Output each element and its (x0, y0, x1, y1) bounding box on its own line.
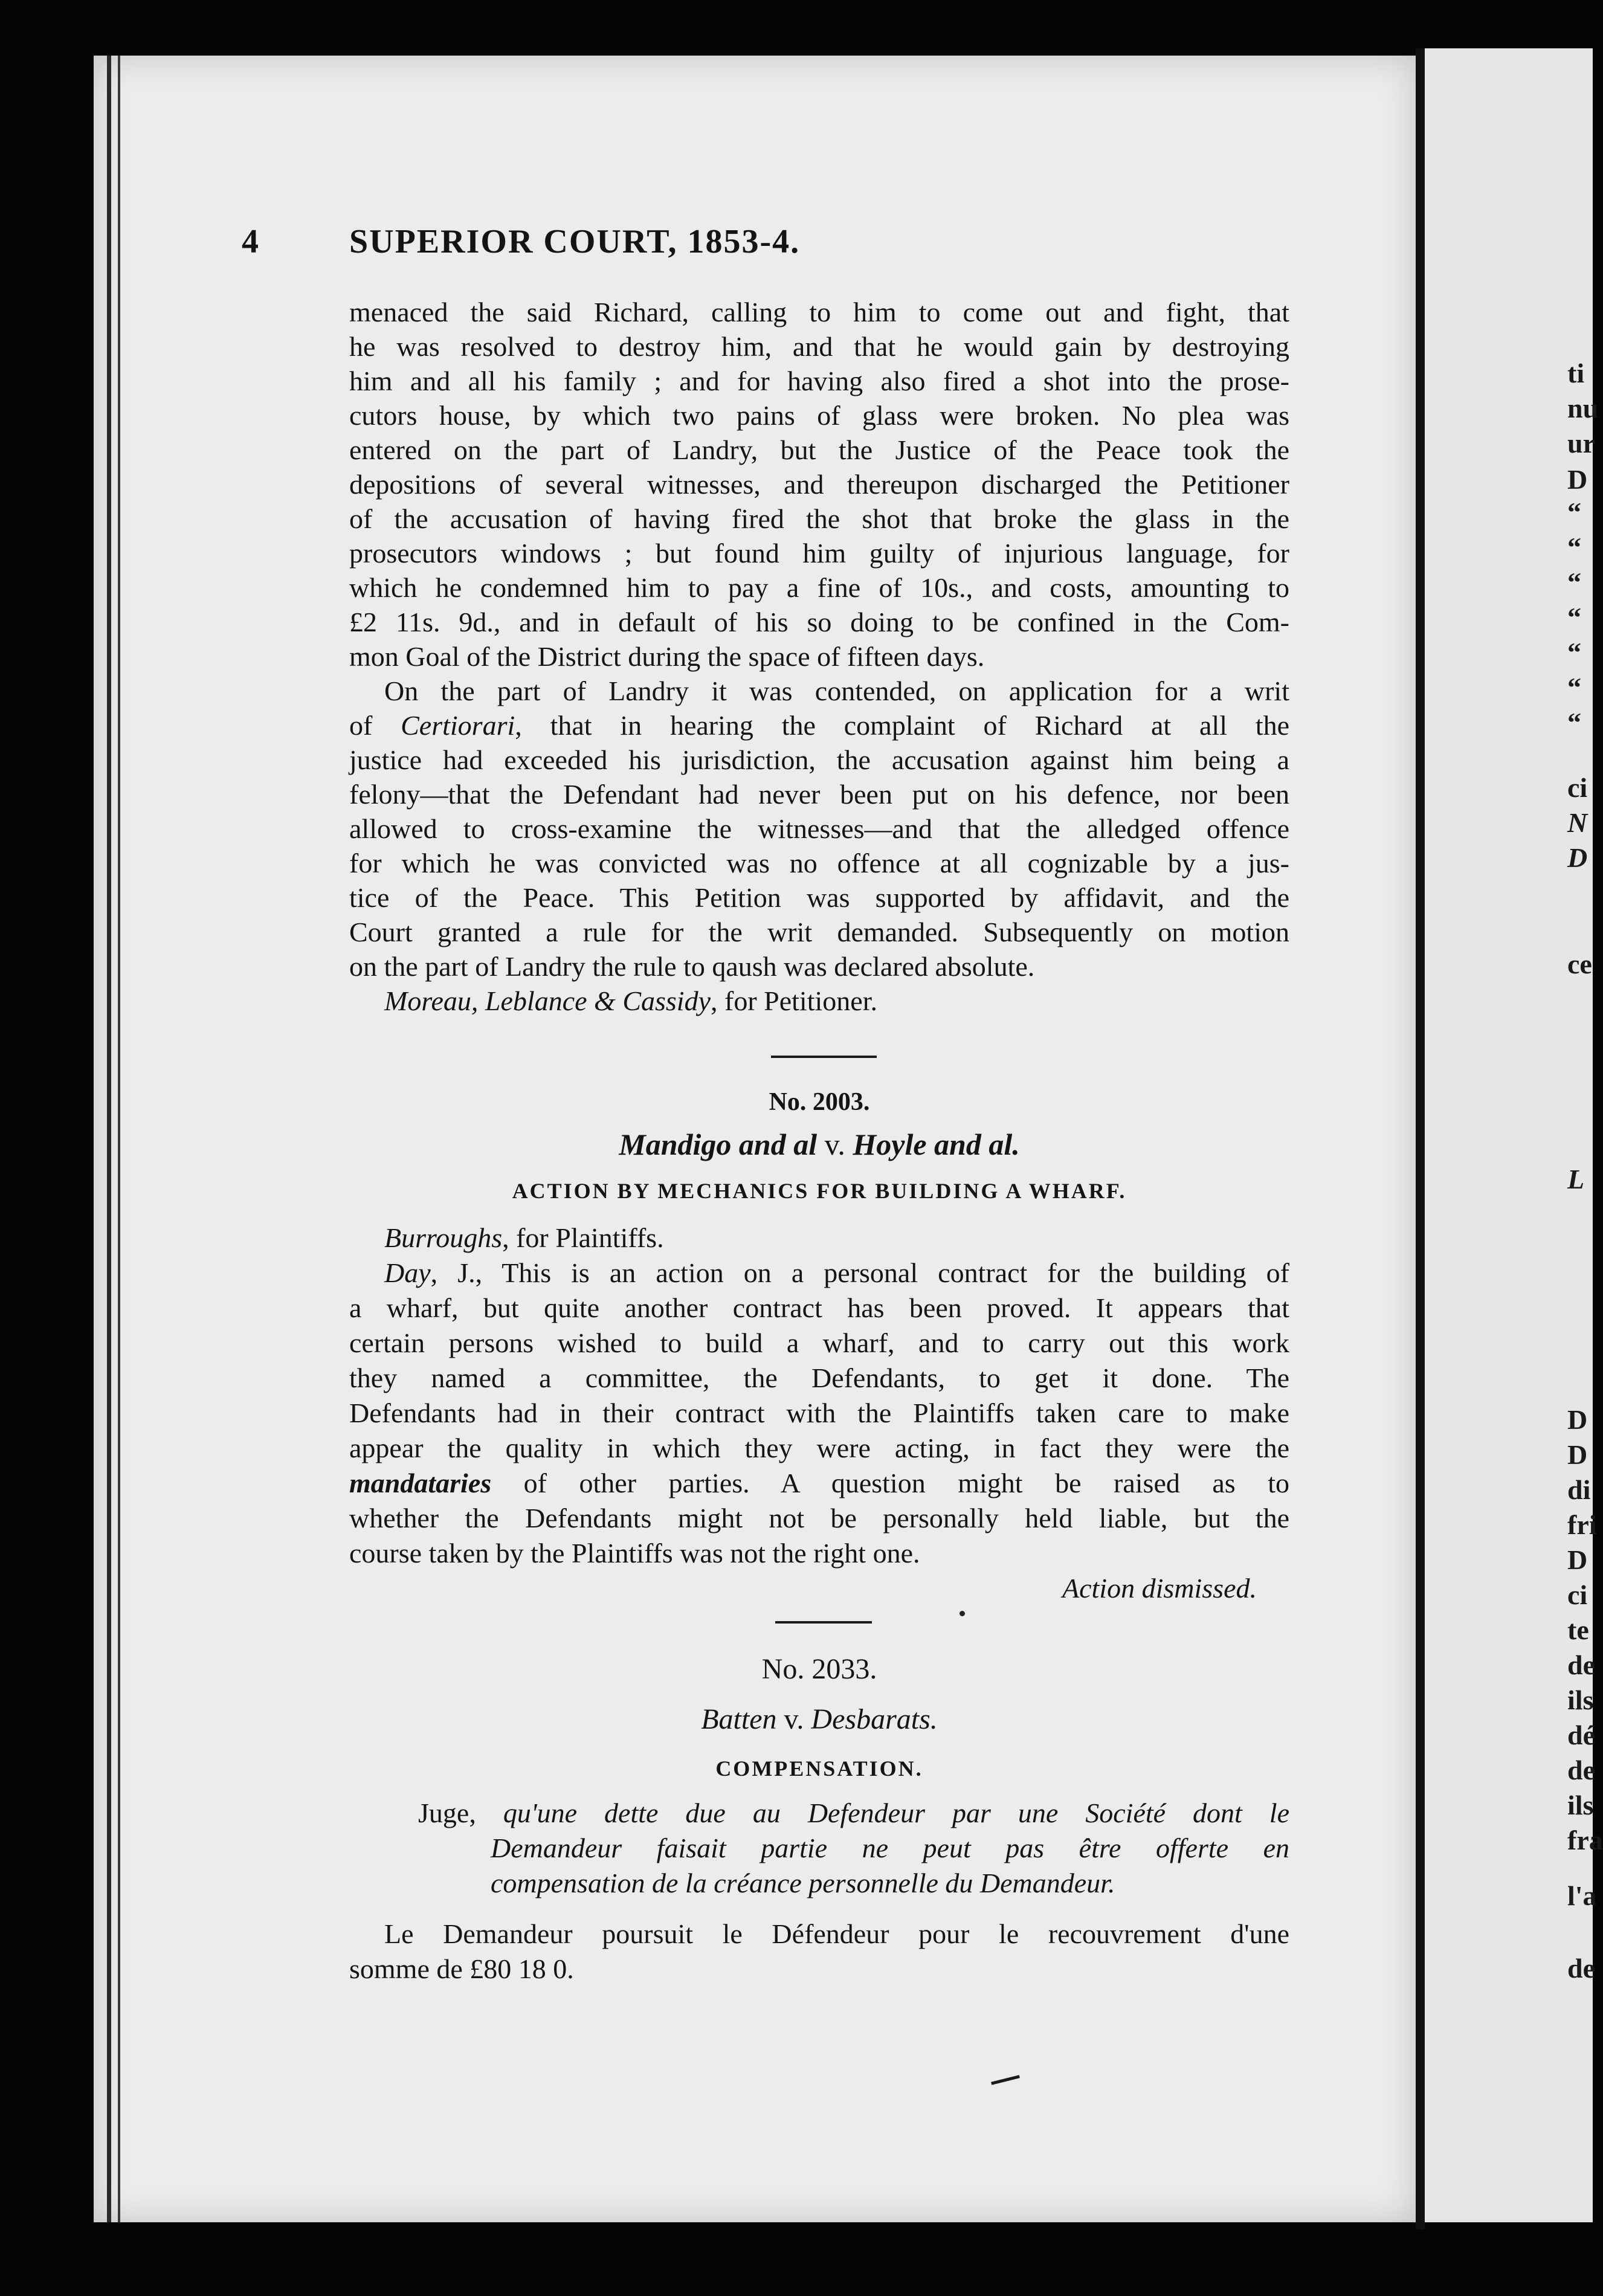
page-gutter (1416, 48, 1425, 2236)
fragment: fri (1567, 1509, 1597, 1540)
page-binding-edge-inner (118, 56, 120, 2222)
fragment: D (1567, 1439, 1588, 1470)
text-line: menaced the said Richard, calling to him to come out and fight, that (349, 297, 1289, 327)
text-line: tice of the Peace. This Petition was supported by affidavit, and the (349, 882, 1289, 913)
holding-line: Juge, qu'une dette due au Defendeur par une Société dont le (418, 1798, 1289, 1828)
counsel-names: Moreau, Leblance & Cassidy (384, 985, 711, 1016)
text-line: allowed to cross-examine the witnesses—and that the alledged offence (349, 813, 1289, 844)
case-title: Batten v. Desbarats. (701, 1703, 938, 1735)
text-line: cutors house, by which two pains of glass were broken. No plea was (349, 400, 1289, 431)
fragment: “ (1567, 532, 1581, 563)
fragment: “ (1567, 497, 1581, 527)
page-binding-edge (107, 56, 111, 2222)
text-line: of the accusation of having fired the shot that broke the glass in the (349, 503, 1289, 534)
case-title: Mandigo and al v. Hoyle and al. (619, 1127, 1020, 1161)
fragment: “ (1567, 567, 1581, 598)
fragment: l'a (1567, 1880, 1597, 1911)
paragraph-start: On the part of Landry it was contended, on application for a writ (384, 676, 1289, 706)
running-head: SUPERIOR COURT, 1853-4. (349, 223, 801, 260)
scan-background (0, 2230, 1593, 2296)
judge-name: Day (384, 1257, 431, 1288)
fragment: di (1567, 1474, 1591, 1505)
fragment: “ (1567, 602, 1581, 633)
text-line: whether the Defendants might not be personally held liable, but the (349, 1503, 1289, 1533)
judgment-result: Action dismissed. (1062, 1573, 1257, 1604)
certiorari-term: Certiorari (401, 710, 515, 741)
text-line: he was resolved to destroy him, and that he would gain by destroying (349, 331, 1289, 362)
text-line: mandataries of other parties. A question might be raised as to (349, 1468, 1289, 1498)
text-line: which he condemned him to pay a fine of 10s., and costs, amounting to (349, 572, 1289, 603)
fragment: ci (1567, 1579, 1588, 1610)
page-number: 4 (242, 223, 259, 260)
fragment: de (1567, 1953, 1595, 1984)
section-rule (771, 1056, 877, 1058)
fragment: dé (1567, 1720, 1595, 1750)
holding-line: compensation de la créance personnelle du Demandeur. (491, 1868, 1115, 1898)
text-line: £2 11s. 9d., and in default of his so doing to be confined in the Com- (349, 607, 1289, 637)
fragment: fra (1567, 1825, 1603, 1856)
case-subject: ACTION BY MECHANICS FOR BUILDING A WHARF. (512, 1179, 1127, 1203)
text-line: prosecutors windows ; but found him guilty of injurious language, for (349, 538, 1289, 569)
fragment: ur (1567, 428, 1595, 459)
fragment: D (1567, 464, 1588, 495)
mandataries-term: mandataries (349, 1468, 492, 1498)
fragment: “ (1567, 672, 1581, 703)
text-line: felony—that the Defendant had never been put on his defence, nor been (349, 779, 1289, 810)
case-number: No. 2033. (761, 1653, 877, 1685)
fragment: D (1567, 1544, 1588, 1575)
running-header (242, 222, 1098, 271)
text-line: Defendants had in their contract with the Plaintiffs taken care to make (349, 1398, 1289, 1428)
text-line: him and all his family ; and for having also fired a shot into the prose- (349, 366, 1289, 396)
text-line: depositions of several witnesses, and thereupon discharged the Petitioner (349, 469, 1289, 500)
counsel-line: Burroughs, for Plaintiffs. (384, 1222, 664, 1253)
fragment: “ (1567, 637, 1581, 668)
fragment: nu (1567, 393, 1599, 424)
fragment: L (1567, 1164, 1585, 1195)
text-line: of Certiorari, that in hearing the complaint of Richard at all the (349, 710, 1289, 741)
fragment: D (1567, 842, 1588, 873)
facts-line: somme de £80 18 0. (349, 1953, 574, 1984)
fragment: ci (1567, 772, 1588, 803)
counsel-line: Moreau, Leblance & Cassidy, for Petitioner. (384, 985, 877, 1016)
case-subject: COMPENSATION. (715, 1756, 923, 1781)
holding-line: Demandeur faisait partie ne peut pas être offerte en (491, 1833, 1289, 1863)
text-line: for which he was convicted was no offence at all cognizable by a jus- (349, 848, 1289, 879)
fragment: ti (1567, 358, 1585, 389)
case-number: No. 2003. (769, 1088, 870, 1116)
text-line: Day, J., This is an action on a personal contract for the building of (384, 1257, 1289, 1288)
facts-line: Le Demandeur poursuit le Défendeur pour le recouvrement d'une (384, 1918, 1289, 1949)
text-line: appear the quality in which they were acting, in fact they were the (349, 1433, 1289, 1463)
fragment: ce (1567, 949, 1592, 979)
text-line: course taken by the Plaintiffs was not the right one. (349, 1538, 920, 1569)
fragment: D (1567, 1404, 1588, 1435)
fragment: ils (1567, 1790, 1594, 1820)
fragment: “ (1567, 707, 1581, 738)
text-line: certain persons wished to build a wharf, and to carry out this work (349, 1327, 1289, 1358)
text-line: they named a committee, the Defendants, to get it done. The (349, 1362, 1289, 1393)
text-line: entered on the part of Landry, but the Justice of the Peace took the (349, 434, 1289, 465)
fragment: ils (1567, 1685, 1594, 1715)
fragment: de (1567, 1755, 1595, 1785)
text-line: justice had exceeded his jurisdiction, the accusation against him being a (349, 744, 1289, 775)
text-line: a wharf, but quite another contract has been proved. It appears that (349, 1292, 1289, 1323)
fragment: de (1567, 1649, 1595, 1680)
fragment: N (1567, 807, 1588, 838)
text-line: on the part of Landry the rule to qaush was declared absolute. (349, 951, 1035, 982)
ink-speck (960, 1611, 965, 1616)
text-line: Court granted a rule for the writ demanded. Subsequently on motion (349, 917, 1289, 947)
fragment: te (1567, 1614, 1589, 1645)
text-line: mon Goal of the District during the space of fifteen days. (349, 641, 985, 672)
section-rule (775, 1621, 872, 1624)
